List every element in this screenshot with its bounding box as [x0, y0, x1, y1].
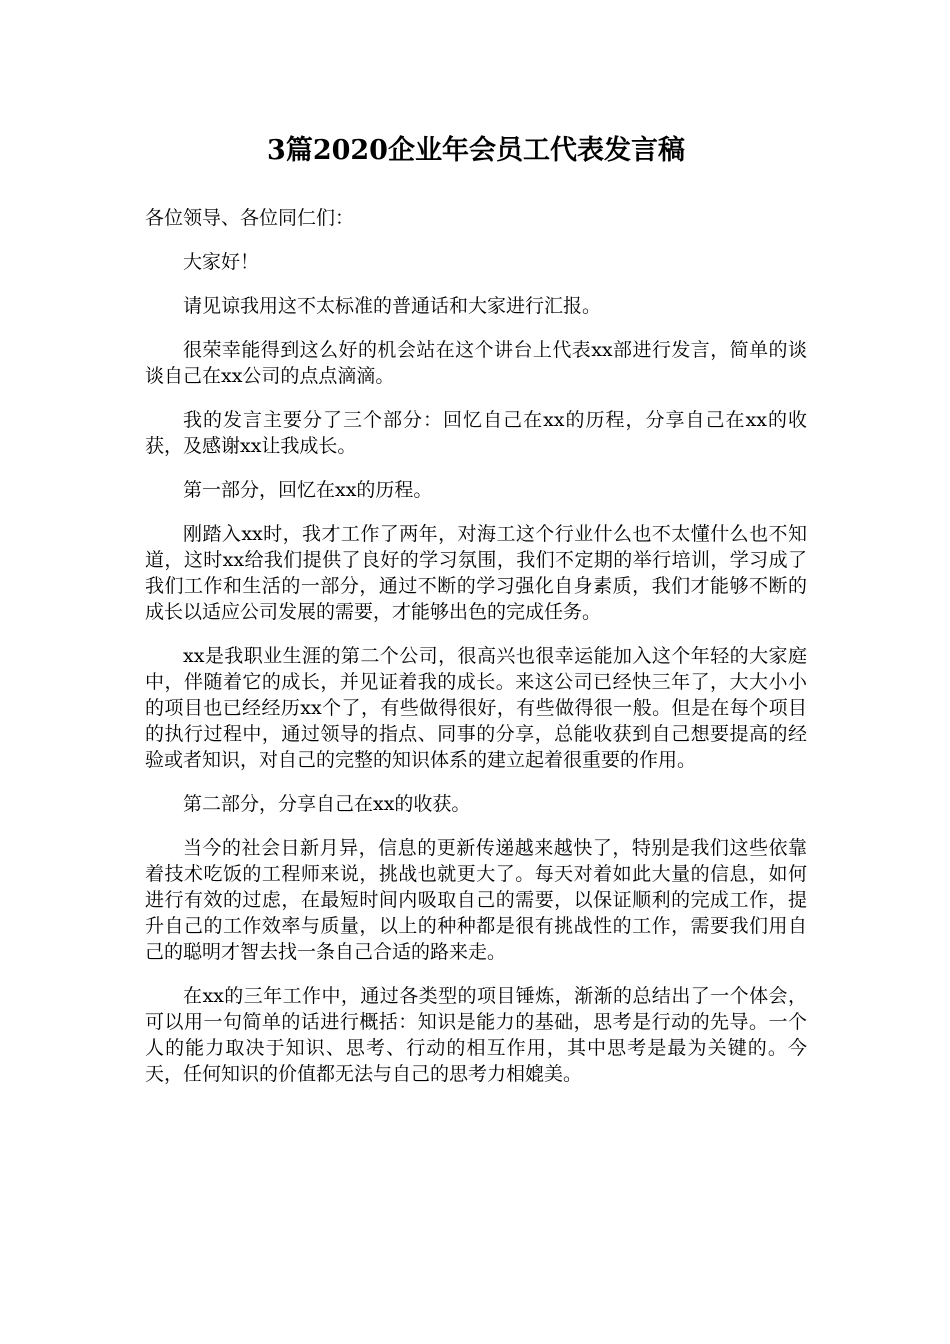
paragraph: 大家好！ — [183, 251, 260, 273]
paragraph: 我的发言主要分了三个部分：回忆自己在xx的历程，分享自己在xx的收获，及感谢xx让我成长。 — [145, 409, 807, 457]
paragraph: 请见谅我用这不太标准的普通话和大家进行汇报。 — [183, 295, 602, 317]
document-page — [145, 125, 807, 1105]
paragraph: 很荣幸能得到这么好的机会站在这个讲台上代表xx部进行发言，简单的谈谈自己在xx公司的点点滴滴。 — [145, 339, 807, 387]
section-heading-paragraph: 第一部分，回忆在xx的历程。 — [183, 479, 433, 501]
paragraph: 当今的社会日新月异，信息的更新传递越来越快了，特别是我们这些依靠着技术吃饭的工程师来说，挑战也就更大了。每天对着如此大量的信息，如何进行有效的过虑，在最短时间内吸取自己的需要，以保证顺利的完成工作，提升自己的工作效率与质量，以上的种种都是很有挑战性的工作，需要我们用自己的聪明才智去找一条自己合适的路来走。 — [145, 837, 807, 963]
paragraph: 刚踏入xx时，我才工作了两年，对海工这个行业什么也不太懂什么也不知道，这时xx给我们提供了良好的学习氛围，我们不定期的举行培训，学习成了我们工作和生活的一部分，通过不断的学习强化自身素质，我们才能够不断的成长以适应公司发展的需要，才能够出色的完成任务。 — [145, 523, 807, 623]
document-title: 3篇2020企业年会员工代表发言稿 — [267, 135, 685, 166]
paragraph: xx是我职业生涯的第二个公司，很高兴也很幸运能加入这个年轻的大家庭中，伴随着它的成长，并见证着我的成长。来这公司已经快三年了，大大小小的项目也已经经历xx个了，有些做得很好，有些做得很一般。但是在每个项目的执行过程中，通过领导的指点、同事的分享，总能收获到自己想要提高的经验或者知识，对自己的完整的知识体系的建立起着很重要的作用。 — [145, 645, 807, 771]
section-heading-paragraph: 第二部分，分享自己在xx的收获。 — [183, 793, 471, 815]
paragraph: 在xx的三年工作中，通过各类型的项目锤炼，渐渐的总结出了一个体会，可以用一句简单的话进行概括：知识是能力的基础，思考是行动的先导。一个人的能力取决于知识、思考、行动的相互作用，其中思考是最为关键的。今天，任何知识的价值都无法与自己的思考力相媲美。 — [145, 985, 807, 1085]
salutation: 各位领导、各位同仁们： — [145, 207, 355, 229]
